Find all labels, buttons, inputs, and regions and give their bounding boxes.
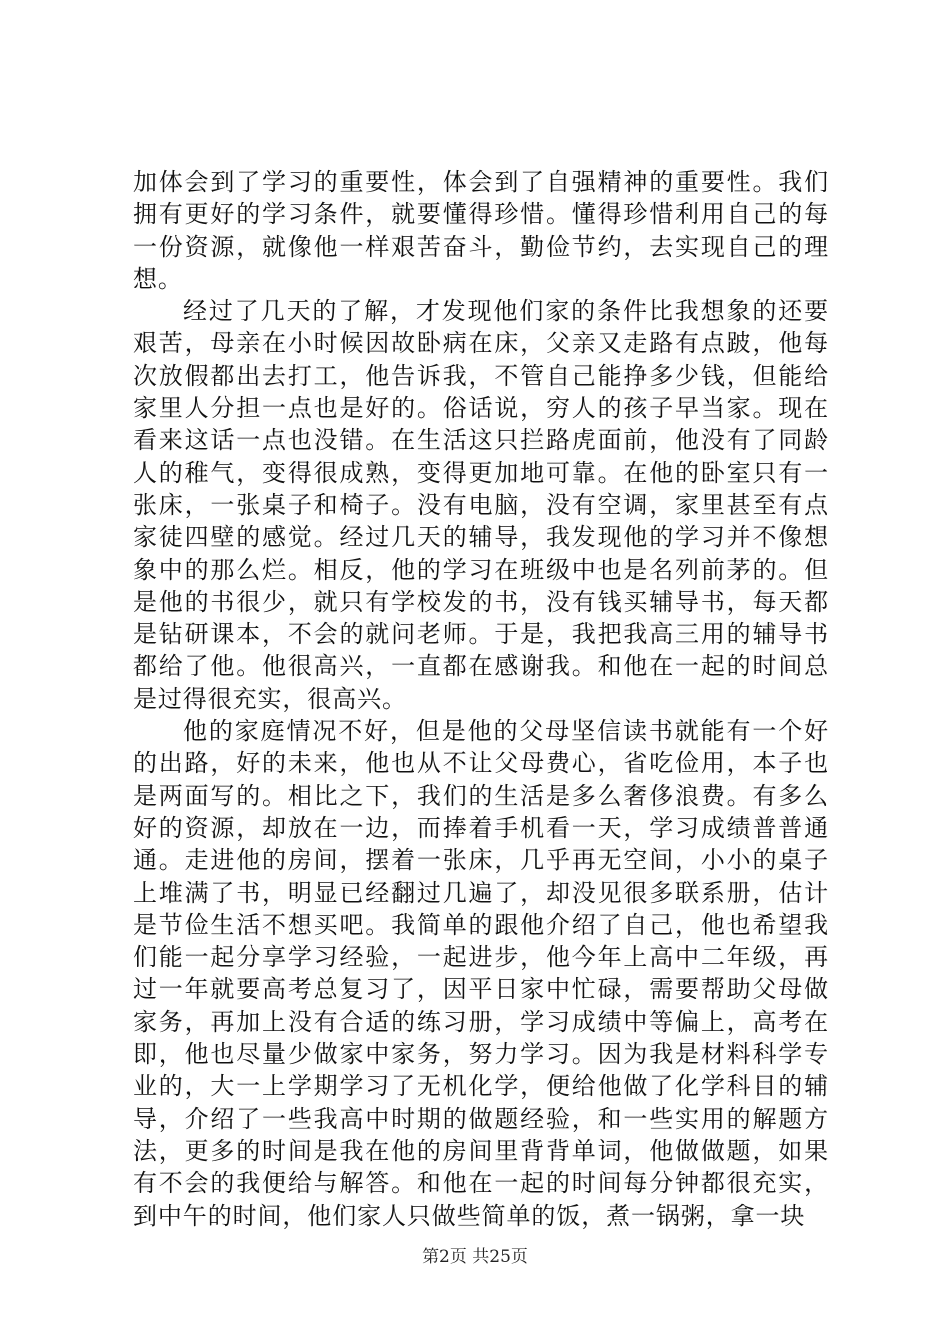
paragraph-2: 经过了几天的了解，才发现他们家的条件比我想象的还要艰苦，母亲在小时候因故卧病在床，父亲又走路有点跛，他每次放假都出去打工，他告诉我，不管自己能挣多少钱，但能给家里人分担一点也是好的。俗话说，穷人的孩子早当家。现在看来这话一点也没错。在生活这只拦路虎面前，他没有了同龄人的稚气，变得很成熟，变得更加地可靠。在他的卧室只有一张床，一张桌子和椅子。没有电脑，没有空调，家里甚至有点家徒四壁的感觉。经过几天的辅导，我发现他的学习并不像想象中的那么烂。相反，他的学习在班级中也是名列前茅的。但是他的书很少，就只有学校发的书，没有钱买辅导书，每天都是钻研课本，不会的就问老师。于是，我把我高三用的辅导书都给了他。他很高兴，一直都在感谢我。和他在一起的时间总是过得很充实，很高兴。	[133, 297, 829, 713]
paragraph-3: 他的家庭情况不好，但是他的父母坚信读书就能有一个好的出路，好的未来，他也从不让父母费心，省吃俭用，本子也是两面写的。相比之下，我们的生活是多么奢侈浪费。有多么好的资源，却放在一边，而捧着手机看一天，学习成绩普普通通。走进他的房间，摆着一张床，几乎再无空间，小小的桌子上堆满了书，明显已经翻过几遍了，却没见很多联系册，估计是节俭生活不想买吧。我简单的跟他介绍了自己，他也希望我们能一起分享学习经验，一起进步，他今年上高中二年级，再过一年就要高考总复习了，因平日家中忙碌，需要帮助父母做家务，再加上没有合适的练习册，学习成绩中等偏上，高考在即，他也尽量少做家中家务，努力学习。因为我是材料科学专业的，大一上学期学习了无机化学，便给他做了化学科目的辅导，介绍了一些我高中时期的做题经验，和一些实用的解题方法，更多的时间是我在他的房间里背背单词，他做做题，如果有不会的我便给与解答。和他在一起的时间每分钟都很充实，到中午的时间，他们家人只做些简单的饭，煮一锅粥，拿一块	[133, 717, 829, 1230]
paragraph-1: 加体会到了学习的重要性，体会到了自强精神的重要性。我们拥有更好的学习条件，就要懂得珍惜。懂得珍惜利用自己的每一份资源，就像他一样艰苦奋斗，勤俭节约，去实现自己的理想。	[133, 168, 829, 293]
body-text	[133, 166, 829, 1232]
page-number-footer: 第2页 共25页	[422, 1247, 528, 1267]
